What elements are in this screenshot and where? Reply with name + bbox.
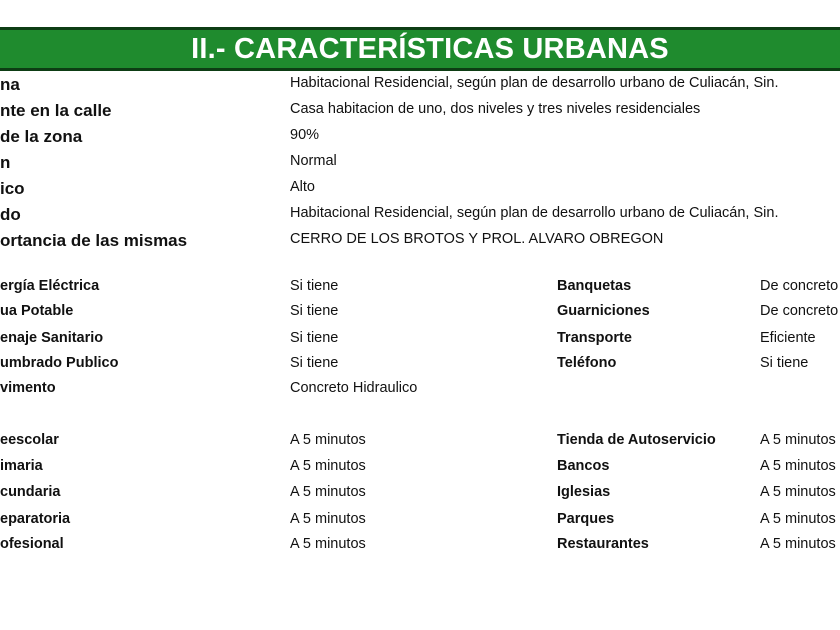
section-title: II.- CARACTERÍSTICAS URBANAS [191,32,669,65]
service-value-right: De concreto [760,278,839,294]
service-value-right: Si tiene [760,355,809,371]
service-row [0,303,840,323]
equipment-label-right: Bancos [557,458,610,474]
equipment-label: eescolar [0,432,59,448]
general-value: Normal [290,153,337,169]
general-label: do [0,205,21,224]
equipment-value: A 5 minutos [290,458,366,474]
equipment-value: A 5 minutos [290,432,366,448]
general-label: de la zona [0,127,83,146]
equipment-label-right: Tienda de Autoservicio [557,432,716,448]
equipment-label-right: Parques [557,511,615,527]
general-value: Habitacional Residencial, según plan de desarrollo urbano de Culiacán, Sin. [290,75,779,91]
service-value: Si tiene [290,355,339,371]
general-label: ortancia de las mismas [0,231,188,250]
equipment-value: A 5 minutos [290,536,366,552]
equipment-row [0,458,840,478]
equipment-value-right: A 5 minutos [760,511,836,527]
service-label-right: Banquetas [557,278,632,294]
general-row-uso-suelo [0,205,840,225]
equipment-value: A 5 minutos [290,484,366,500]
equipment-value-right: A 5 minutos [760,484,836,500]
equipment-value-right: A 5 minutos [760,432,836,448]
equipment-label-right: Iglesias [557,484,611,500]
general-row-zona [0,75,840,95]
service-row [0,330,840,350]
service-value-right: Eficiente [760,330,816,346]
service-value: Si tiene [290,303,339,319]
equipment-label: ofesional [0,536,64,552]
general-value: Alto [290,179,315,195]
service-row [0,355,840,375]
equipment-label: eparatoria [0,511,71,527]
service-row [0,278,840,298]
equipment-label-right: Restaurantes [557,536,649,552]
equipment-row [0,432,840,452]
general-row-poblacion [0,153,840,173]
general-value: Habitacional Residencial, según plan de desarrollo urbano de Culiacán, Sin. [290,205,779,221]
general-label: n [0,153,11,172]
equipment-value-right: A 5 minutos [760,458,836,474]
equipment-row [0,536,840,556]
service-label-right: Transporte [557,330,632,346]
general-value: 90% [290,127,320,143]
general-row-vias-acceso [0,231,840,251]
section-title-bar [0,27,840,71]
general-label: nte en la calle [0,101,112,120]
service-value-right: De concreto [760,303,839,319]
service-label: umbrado Publico [0,355,119,371]
service-label-right: Teléfono [557,355,617,371]
equipment-label: imaria [0,458,43,474]
service-value: Si tiene [290,330,339,346]
equipment-label: cundaria [0,484,61,500]
general-label: ico [0,179,25,198]
equipment-value-right: A 5 minutos [760,536,836,552]
general-row-predominante [0,101,840,121]
equipment-row [0,511,840,531]
general-value: CERRO DE LOS BROTOS Y PROL. ALVARO OBREGON [290,231,664,247]
service-label-right: Guarniciones [557,303,650,319]
service-label: vimento [0,380,56,396]
general-row-nivel-socioeconomico [0,179,840,199]
general-value: Casa habitacion de uno, dos niveles y tres niveles residenciales [290,101,701,117]
equipment-value: A 5 minutos [290,511,366,527]
service-row [0,380,840,400]
equipment-row [0,484,840,504]
general-label: na [0,75,20,94]
service-label: enaje Sanitario [0,330,104,346]
service-value: Si tiene [290,278,339,294]
service-label: ua Potable [0,303,74,319]
service-label: ergía Eléctrica [0,278,100,294]
general-row-saturacion [0,127,840,147]
service-value: Concreto Hidraulico [290,380,418,396]
